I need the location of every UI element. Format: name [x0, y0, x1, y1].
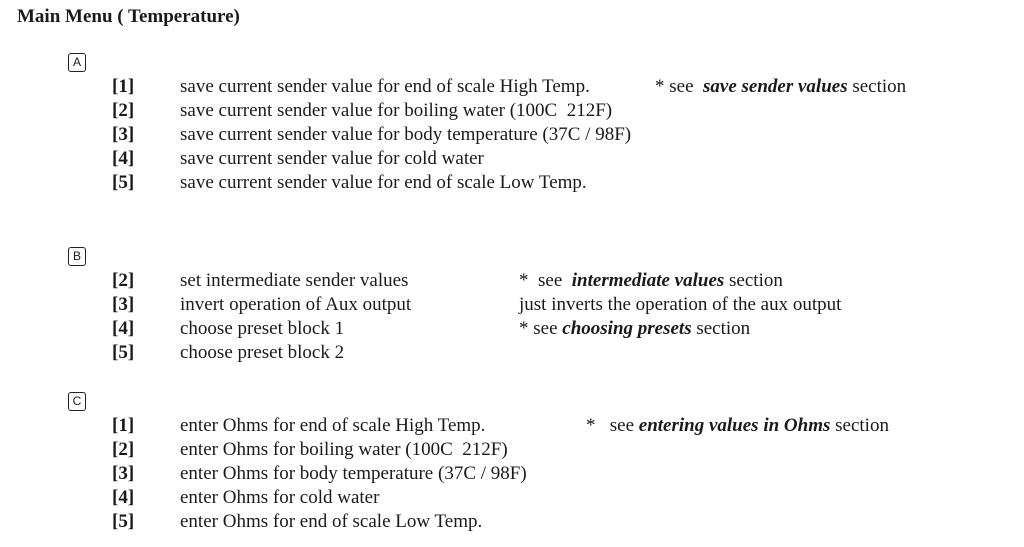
item-number: [4] — [112, 487, 135, 508]
item-number: [5] — [112, 342, 135, 363]
item-text: set intermediate sender values — [180, 270, 409, 291]
item-text: enter Ohms for body temperature (37C / 98F) — [180, 463, 527, 484]
item-note — [655, 75, 906, 99]
item-text: enter Ohms for cold water — [180, 487, 380, 508]
item-note — [519, 317, 750, 341]
note-prefix: * see — [519, 318, 563, 339]
item-number: [4] — [112, 318, 135, 339]
item-text: choose preset block 1 — [180, 318, 345, 339]
item-note — [586, 414, 889, 438]
item-number: [1] — [112, 76, 135, 97]
section-a-badge: A — [68, 53, 86, 72]
item-text: save current sender value for cold water — [180, 148, 484, 169]
item-note — [519, 269, 783, 293]
section-b-badge: B — [68, 247, 86, 266]
note-reference: entering values in Ohms — [638, 415, 831, 436]
page-title: Main Menu ( Temperature) — [17, 6, 240, 27]
section-c-badge: C — [68, 392, 86, 411]
item-number: [2] — [112, 100, 135, 121]
item-text: save current sender value for boiling water (100C 212F) — [180, 100, 613, 121]
note-prefix: * see — [519, 270, 572, 291]
note-suffix: section — [724, 270, 783, 291]
item-number: [2] — [112, 270, 135, 291]
note-suffix: section — [830, 415, 889, 436]
item-number: [1] — [112, 415, 135, 436]
item-text: save current sender value for end of scale Low Temp. — [180, 172, 587, 193]
item-number: [3] — [112, 124, 135, 145]
item-text: save current sender value for body temperature (37C / 98F) — [180, 124, 632, 145]
item-text: enter Ohms for boiling water (100C 212F) — [180, 439, 508, 460]
note-prefix: * see — [586, 415, 639, 436]
item-text: enter Ohms for end of scale Low Temp. — [180, 511, 483, 532]
note-prefix: * see — [655, 76, 704, 97]
item-number: [4] — [112, 148, 135, 169]
note-reference: intermediate values — [571, 270, 725, 291]
item-note: just inverts the operation of the aux output — [519, 294, 842, 315]
item-number: [3] — [112, 294, 135, 315]
item-number: [5] — [112, 172, 135, 193]
item-number: [2] — [112, 439, 135, 460]
note-reference: save sender values — [703, 76, 848, 97]
item-text: choose preset block 2 — [180, 342, 345, 363]
note-suffix: section — [847, 76, 907, 97]
item-text: save current sender value for end of scale High Temp. — [180, 76, 590, 97]
note-suffix: section — [691, 318, 751, 339]
item-text: enter Ohms for end of scale High Temp. — [180, 415, 486, 436]
item-number: [3] — [112, 463, 135, 484]
item-number: [5] — [112, 511, 135, 532]
note-reference: choosing presets — [562, 318, 692, 339]
item-text: invert operation of Aux output — [180, 294, 412, 315]
